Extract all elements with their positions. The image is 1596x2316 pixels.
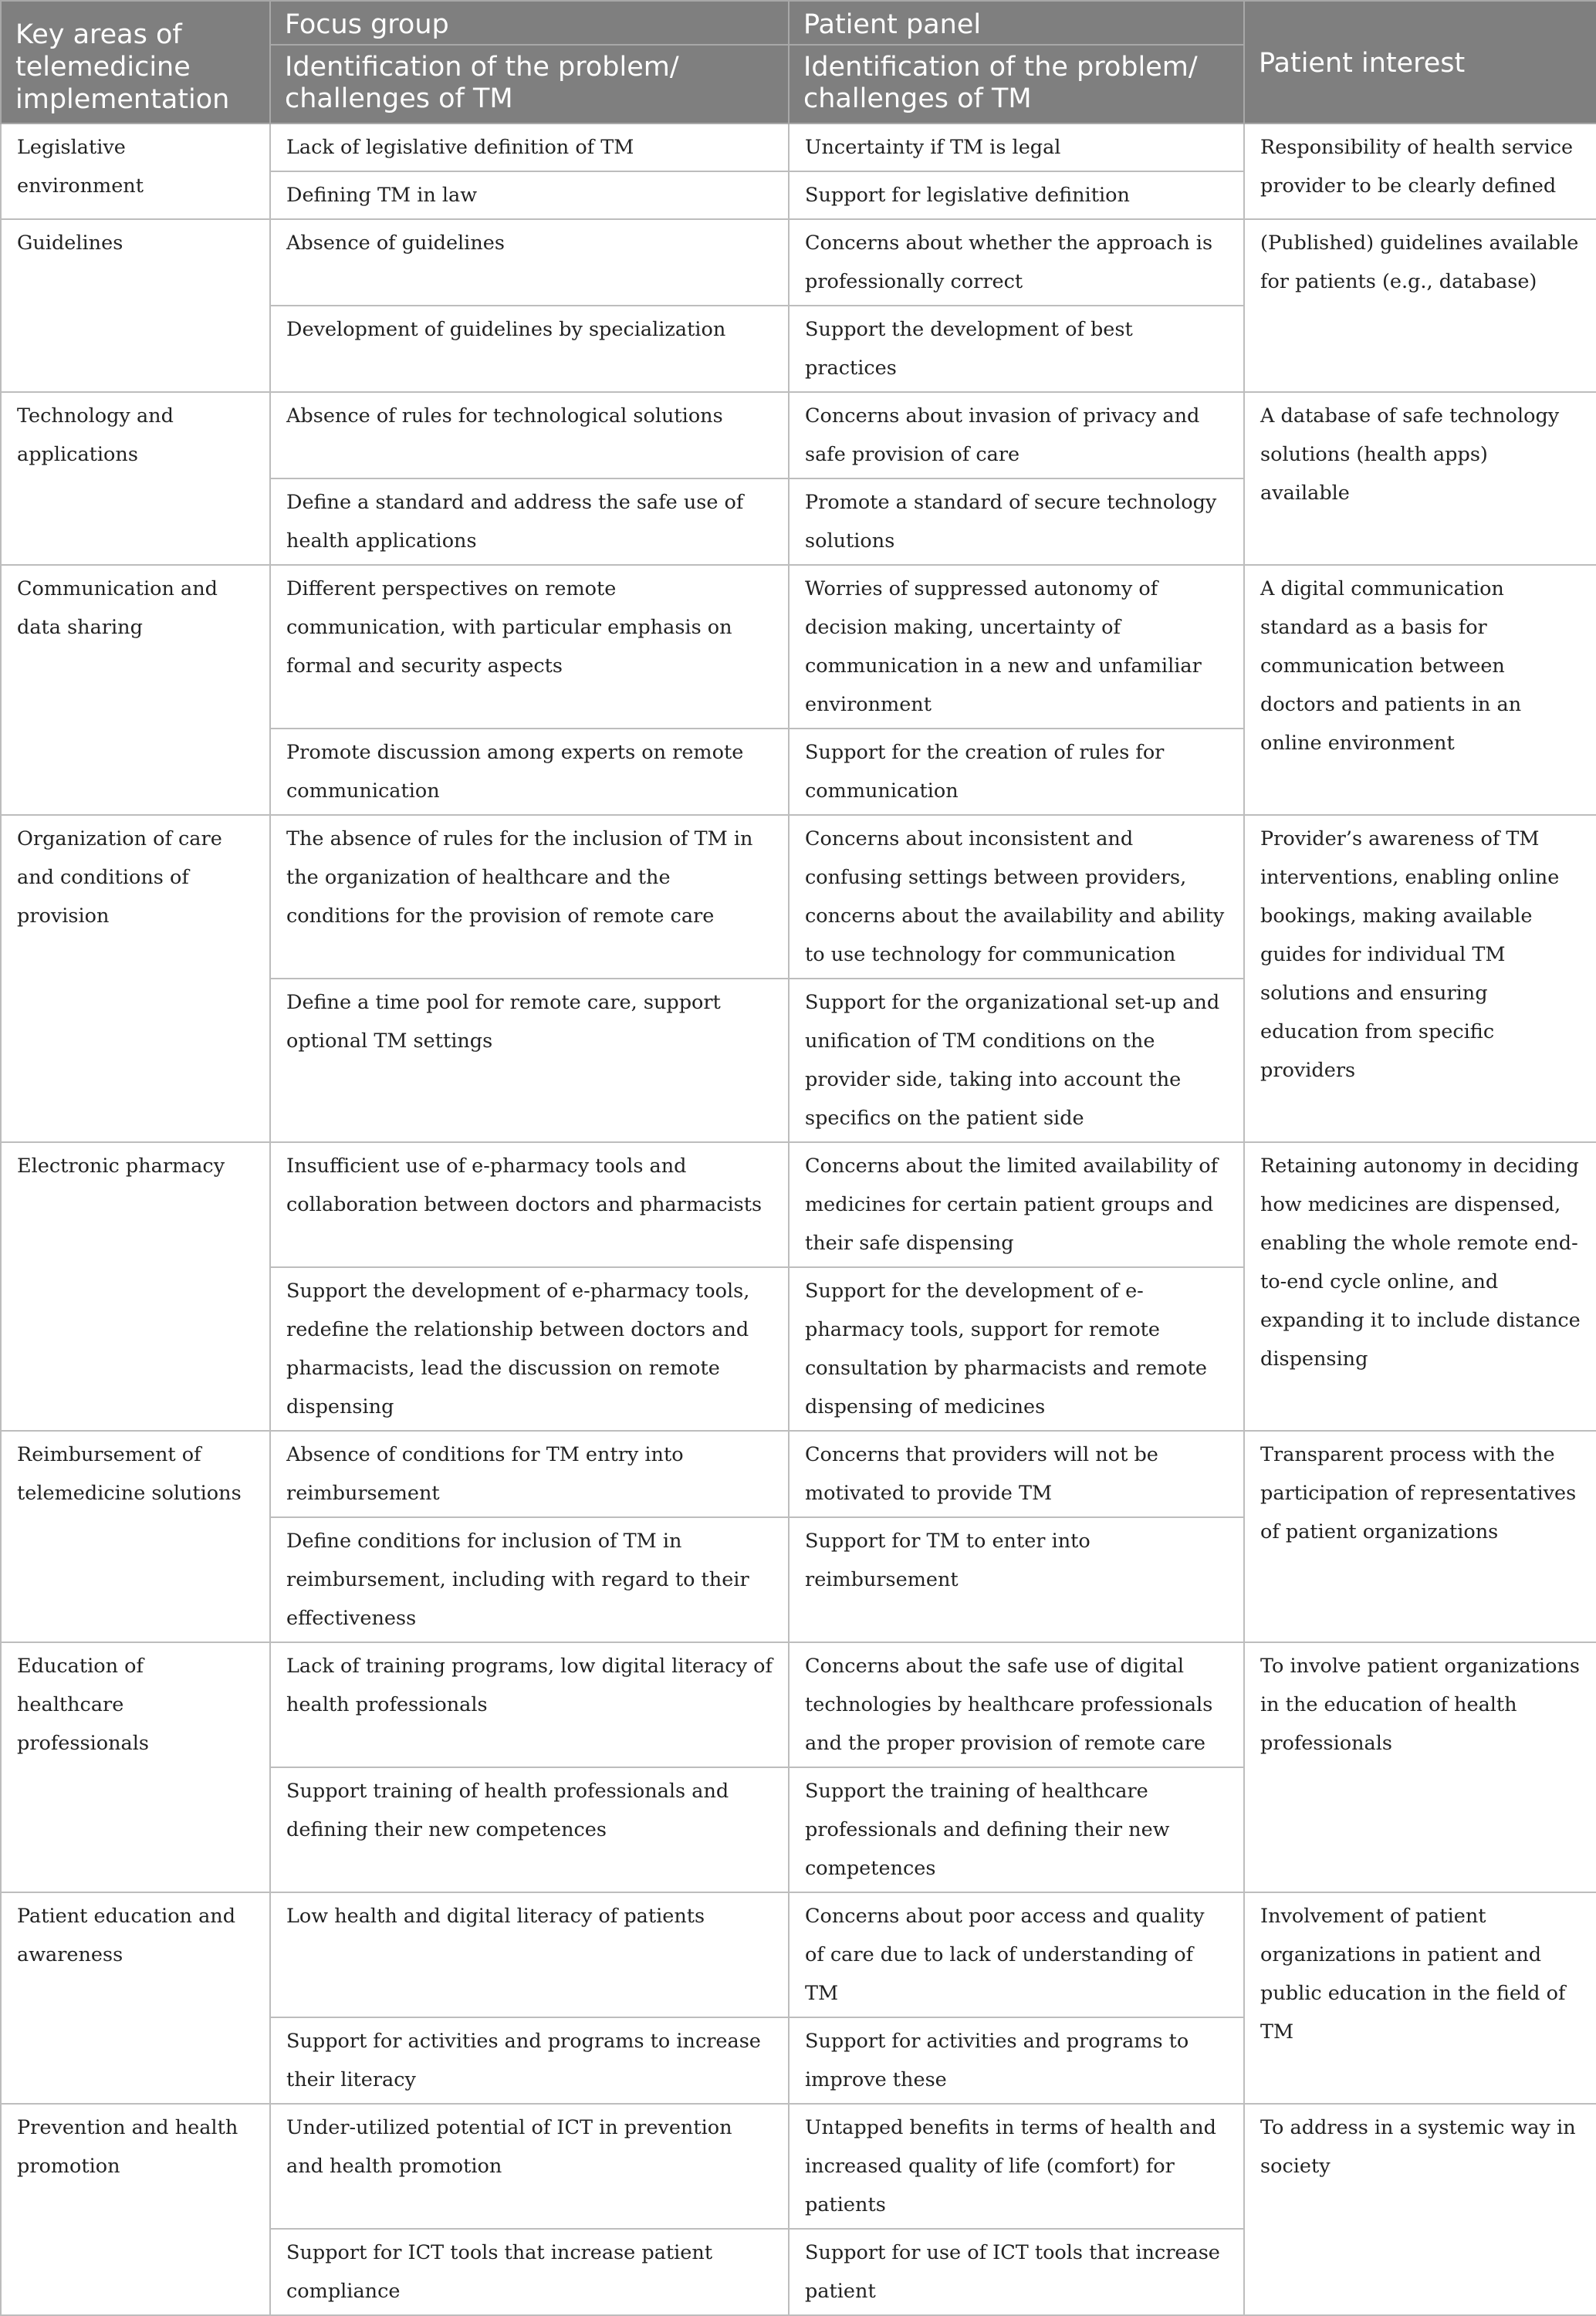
patient-panel-problem-cell: Untapped benefits in terms of health and increased quality of life (comfort) for patients: [789, 2104, 1244, 2229]
table-row: [1, 1892, 1596, 2017]
header-patient-panel: Patient panel: [789, 1, 1244, 45]
header-identification-patient-panel: Identification of the problem/ challenges of TM: [789, 45, 1244, 123]
header-focus-group: Focus group: [270, 1, 789, 45]
header-identification-focus-group: Identification of the problem/ challenges of TM: [270, 45, 789, 123]
key-area-cell: Legislative environment: [1, 123, 270, 219]
patient-panel-problem-cell: Worries of suppressed autonomy of decision making, uncertainty of communication in a new and unfamiliar environment: [789, 565, 1244, 729]
header-patient-interest: Patient interest: [1244, 1, 1596, 123]
focus-group-solution-cell: Promote discussion among experts on remote communication: [270, 729, 789, 815]
patient-interest-cell: A digital communication standard as a basis for communication between doctors and patients in an online environment: [1244, 565, 1596, 815]
patient-interest-cell: Transparent process with the participation of representatives of patient organizations: [1244, 1431, 1596, 1642]
table-row: [1, 1431, 1596, 1517]
patient-interest-cell: (Published) guidelines available for patients (e.g., database): [1244, 219, 1596, 392]
focus-group-solution-cell: Define conditions for inclusion of TM in reimbursement, including with regard to their effectiveness: [270, 1517, 789, 1642]
table-row: [1, 1642, 1596, 1767]
patient-panel-solution-cell: Support the training of healthcare professionals and defining their new competences: [789, 1767, 1244, 1892]
patient-panel-solution-cell: Support for the organizational set-up and unification of TM conditions on the provider side, taking into account the specifics on the patient side: [789, 979, 1244, 1142]
focus-group-solution-cell: Development of guidelines by specialization: [270, 306, 789, 392]
focus-group-solution-cell: Support for activities and programs to increase their literacy: [270, 2017, 789, 2104]
key-area-cell: Technology and applications: [1, 392, 270, 565]
patient-interest-cell: To involve patient organizations in the education of health professionals: [1244, 1642, 1596, 1892]
focus-group-problem-cell: Lack of training programs, low digital literacy of health professionals: [270, 1642, 789, 1767]
patient-panel-problem-cell: Concerns about the safe use of digital technologies by healthcare professionals and the proper provision of remote care: [789, 1642, 1244, 1767]
patient-panel-solution-cell: Support the development of best practices: [789, 306, 1244, 392]
focus-group-problem-cell: Absence of guidelines: [270, 219, 789, 306]
patient-interest-cell: Involvement of patient organizations in patient and public education in the field of TM: [1244, 1892, 1596, 2104]
patient-interest-cell: To address in a systemic way in society: [1244, 2104, 1596, 2315]
patient-interest-cell: Responsibility of health service provider to be clearly defined: [1244, 123, 1596, 219]
table-row: [1, 219, 1596, 306]
focus-group-solution-cell: Define a time pool for remote care, support optional TM settings: [270, 979, 789, 1142]
focus-group-problem-cell: Absence of conditions for TM entry into reimbursement: [270, 1431, 789, 1517]
key-area-cell: Prevention and health promotion: [1, 2104, 270, 2315]
table-row: [1, 815, 1596, 979]
focus-group-problem-cell: Absence of rules for technological solutions: [270, 392, 789, 478]
key-area-cell: Education of healthcare professionals: [1, 1642, 270, 1892]
focus-group-problem-cell: Different perspectives on remote communication, with particular emphasis on formal and security aspects: [270, 565, 789, 729]
focus-group-solution-cell: Support training of health professionals and defining their new competences: [270, 1767, 789, 1892]
patient-panel-solution-cell: Support for TM to enter into reimbursement: [789, 1517, 1244, 1642]
patient-interest-cell: Retaining autonomy in deciding how medicines are dispensed, enabling the whole remote end-to-end cycle online, and expanding it to include distance dispensing: [1244, 1142, 1596, 1431]
patient-panel-solution-cell: Support for the creation of rules for communication: [789, 729, 1244, 815]
focus-group-problem-cell: Under-utilized potential of ICT in prevention and health promotion: [270, 2104, 789, 2229]
patient-panel-problem-cell: Concerns about the limited availability of medicines for certain patient groups and their safe dispensing: [789, 1142, 1244, 1267]
table-header: [1, 1, 1596, 123]
table-row: [1, 565, 1596, 729]
patient-panel-solution-cell: Support for the development of e-pharmacy tools, support for remote consultation by pharmacists and remote dispensing of medicines: [789, 1267, 1244, 1431]
table-row: [1, 1142, 1596, 1267]
patient-panel-problem-cell: Concerns about whether the approach is professionally correct: [789, 219, 1244, 306]
patient-panel-problem-cell: Concerns that providers will not be motivated to provide TM: [789, 1431, 1244, 1517]
patient-interest-cell: A database of safe technology solutions (health apps) available: [1244, 392, 1596, 565]
focus-group-solution-cell: Define a standard and address the safe use of health applications: [270, 478, 789, 565]
patient-panel-solution-cell: Support for legislative definition: [789, 171, 1244, 219]
header-key-areas: Key areas of telemedicine implementation: [1, 1, 270, 123]
patient-panel-problem-cell: Concerns about poor access and quality of care due to lack of understanding of TM: [789, 1892, 1244, 2017]
focus-group-problem-cell: Lack of legislative definition of TM: [270, 123, 789, 171]
focus-group-solution-cell: Support for ICT tools that increase patient compliance: [270, 2229, 789, 2315]
focus-group-problem-cell: Insufficient use of e-pharmacy tools and collaboration between doctors and pharmacists: [270, 1142, 789, 1267]
patient-panel-solution-cell: Promote a standard of secure technology solutions: [789, 478, 1244, 565]
table-row: [1, 392, 1596, 478]
key-area-cell: Guidelines: [1, 219, 270, 392]
table-row: [1, 123, 1596, 171]
key-area-cell: Patient education and awareness: [1, 1892, 270, 2104]
patient-panel-solution-cell: Support for use of ICT tools that increase patient: [789, 2229, 1244, 2315]
patient-panel-problem-cell: Uncertainty if TM is legal: [789, 123, 1244, 171]
patient-panel-problem-cell: Concerns about inconsistent and confusing settings between providers, concerns about the availability and ability to use technology for communication: [789, 815, 1244, 979]
patient-panel-solution-cell: Support for activities and programs to improve these: [789, 2017, 1244, 2104]
key-area-cell: Electronic pharmacy: [1, 1142, 270, 1431]
key-area-cell: Organization of care and conditions of provision: [1, 815, 270, 1142]
key-area-cell: Communication and data sharing: [1, 565, 270, 815]
table-body: [1, 123, 1596, 2315]
patient-interest-cell: Provider’s awareness of TM interventions, enabling online bookings, making available guides for individual TM solutions and ensuring education from specific providers: [1244, 815, 1596, 1142]
focus-group-solution-cell: Support the development of e-pharmacy tools, redefine the relationship between doctors and pharmacists, lead the discussion on remote dispensing: [270, 1267, 789, 1431]
key-area-cell: Reimbursement of telemedicine solutions: [1, 1431, 270, 1642]
table-row: [1, 2104, 1596, 2229]
focus-group-problem-cell: The absence of rules for the inclusion of TM in the organization of healthcare and the conditions for the provision of remote care: [270, 815, 789, 979]
focus-group-problem-cell: Low health and digital literacy of patients: [270, 1892, 789, 2017]
patient-panel-problem-cell: Concerns about invasion of privacy and safe provision of care: [789, 392, 1244, 478]
focus-group-solution-cell: Defining TM in law: [270, 171, 789, 219]
